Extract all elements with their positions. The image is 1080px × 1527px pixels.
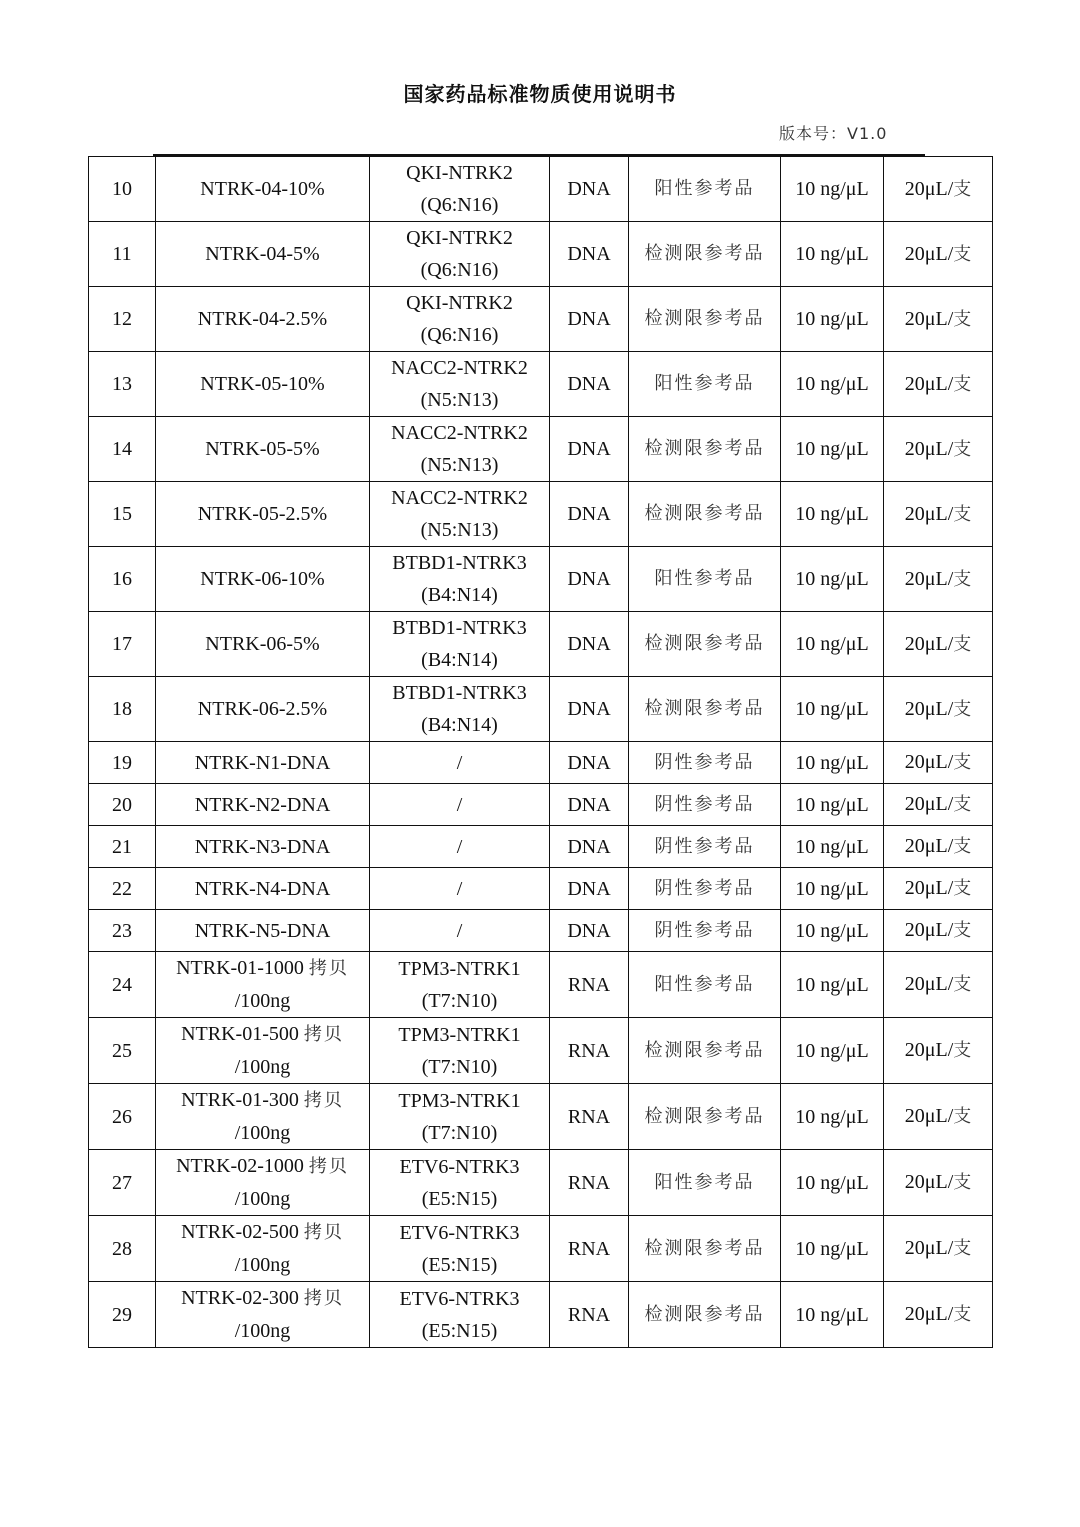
cell-number: 21 (89, 826, 156, 868)
cell-fusion (370, 482, 550, 547)
cell-package (884, 868, 993, 910)
cell-name (156, 1150, 370, 1216)
package-unit: 支 (953, 794, 972, 815)
sample-name: NTRK-01-300 (181, 1089, 299, 1111)
cell-type: DNA (550, 784, 629, 826)
fusion-breakpoint: (N5:N13) (420, 454, 499, 476)
cell-name: NTRK-N2-DNA (156, 784, 370, 826)
cell-name: NTRK-06-5% (156, 612, 370, 677)
package-unit: 支 (953, 373, 972, 395)
cell-name: NTRK-N3-DNA (156, 826, 370, 868)
cell-package (884, 677, 993, 742)
cell-type: DNA (550, 547, 629, 612)
table-row (89, 157, 993, 222)
sample-name-sub: /100ng (234, 1122, 291, 1144)
cell-category: 阳性参考品 (629, 352, 781, 417)
fusion-gene: QKI-NTRK2 (406, 292, 513, 314)
cell-concentration: 10 ng/μL (781, 1084, 884, 1150)
cell-number: 27 (89, 1150, 156, 1216)
cell-type: DNA (550, 868, 629, 910)
cell-category: 阳性参考品 (629, 952, 781, 1018)
package-volume: 20μL/ (904, 502, 954, 525)
cell-concentration: 10 ng/μL (781, 222, 884, 287)
fusion-gene: TPM3-NTRK1 (398, 957, 521, 980)
package-unit: 支 (953, 752, 972, 773)
fusion-breakpoint: (N5:N13) (420, 519, 499, 541)
cell-category: 检测限参考品 (629, 417, 781, 482)
package-volume: 20μL/ (904, 973, 954, 995)
cell-category: 检测限参考品 (629, 677, 781, 742)
cell-concentration: 10 ng/μL (781, 742, 884, 784)
sample-name-note: 拷贝 (303, 1024, 344, 1045)
sample-name-note: 拷贝 (308, 958, 349, 979)
package-volume: 20μL/ (904, 177, 954, 200)
package-unit: 支 (953, 633, 972, 655)
fusion-breakpoint: (T7:N10) (421, 1121, 498, 1144)
cell-concentration: 10 ng/μL (781, 482, 884, 547)
package-unit: 支 (953, 1238, 972, 1259)
fusion-breakpoint: (B4:N14) (421, 584, 498, 606)
table-row (89, 482, 993, 547)
fusion-gene: TPM3-NTRK1 (398, 1023, 521, 1046)
cell-concentration: 10 ng/μL (781, 352, 884, 417)
fusion-breakpoint: (E5:N15) (421, 1187, 498, 1210)
sample-name: NTRK-01-1000 (176, 957, 304, 979)
cell-number: 23 (89, 910, 156, 952)
cell-category: 检测限参考品 (629, 1216, 781, 1282)
fusion-gene: NACC2-NTRK2 (391, 487, 528, 509)
cell-name (156, 1084, 370, 1150)
cell-number: 16 (89, 547, 156, 612)
package-volume: 20μL/ (904, 835, 954, 857)
package-unit: 支 (953, 178, 972, 200)
package-unit: 支 (953, 920, 972, 941)
cell-category: 检测限参考品 (629, 1084, 781, 1150)
cell-fusion (370, 287, 550, 352)
package-volume: 20μL/ (904, 1303, 954, 1325)
cell-name: NTRK-04-5% (156, 222, 370, 287)
package-unit: 支 (953, 1172, 972, 1193)
cell-fusion (370, 1282, 550, 1348)
cell-fusion: / (370, 868, 550, 910)
cell-name: NTRK-06-2.5% (156, 677, 370, 742)
fusion-breakpoint: (Q6:N16) (420, 259, 499, 281)
cell-number: 14 (89, 417, 156, 482)
fusion-breakpoint: (B4:N14) (421, 649, 498, 671)
sample-name-note: 拷贝 (308, 1156, 349, 1177)
cell-number: 10 (89, 157, 156, 222)
cell-number: 20 (89, 784, 156, 826)
cell-concentration: 10 ng/μL (781, 1018, 884, 1084)
cell-fusion (370, 612, 550, 677)
reference-material-table (88, 156, 993, 1348)
table-row (89, 868, 993, 910)
package-volume: 20μL/ (904, 307, 954, 330)
cell-type: RNA (550, 1018, 629, 1084)
table-row (89, 417, 993, 482)
cell-concentration: 10 ng/μL (781, 1282, 884, 1348)
package-unit: 支 (953, 243, 972, 265)
fusion-gene: ETV6-NTRK3 (399, 1155, 520, 1178)
cell-name: NTRK-N5-DNA (156, 910, 370, 952)
sample-name: NTRK-02-1000 (176, 1155, 304, 1177)
sample-name-sub: /100ng (234, 1320, 291, 1342)
fusion-gene: QKI-NTRK2 (406, 227, 513, 249)
cell-type: DNA (550, 222, 629, 287)
package-volume: 20μL/ (904, 1105, 954, 1127)
package-unit: 支 (953, 503, 972, 525)
cell-name: NTRK-N4-DNA (156, 868, 370, 910)
table-row (89, 1282, 993, 1348)
fusion-gene: NACC2-NTRK2 (391, 357, 528, 379)
cell-number: 11 (89, 222, 156, 287)
cell-category: 检测限参考品 (629, 482, 781, 547)
package-volume: 20μL/ (904, 697, 954, 720)
cell-fusion (370, 1150, 550, 1216)
sample-name-note: 拷贝 (303, 1222, 344, 1243)
table-row (89, 1084, 993, 1150)
sample-name-note: 拷贝 (303, 1090, 344, 1111)
cell-package (884, 547, 993, 612)
package-volume: 20μL/ (904, 919, 954, 941)
cell-fusion: / (370, 742, 550, 784)
fusion-breakpoint: (T7:N10) (421, 989, 498, 1012)
cell-category: 检测限参考品 (629, 222, 781, 287)
cell-package (884, 910, 993, 952)
cell-name (156, 1018, 370, 1084)
table-row (89, 222, 993, 287)
package-unit: 支 (953, 974, 972, 995)
cell-fusion (370, 547, 550, 612)
fusion-breakpoint: (E5:N15) (421, 1319, 498, 1342)
cell-package (884, 352, 993, 417)
table-row (89, 910, 993, 952)
cell-number: 29 (89, 1282, 156, 1348)
cell-number: 17 (89, 612, 156, 677)
cell-category: 检测限参考品 (629, 287, 781, 352)
table-row (89, 1018, 993, 1084)
fusion-gene: BTBD1-NTRK3 (392, 552, 527, 574)
cell-category: 阴性参考品 (629, 910, 781, 952)
cell-type: DNA (550, 482, 629, 547)
cell-type: RNA (550, 1216, 629, 1282)
cell-category: 检测限参考品 (629, 1018, 781, 1084)
cell-type: DNA (550, 677, 629, 742)
cell-fusion (370, 1216, 550, 1282)
cell-category: 检测限参考品 (629, 612, 781, 677)
cell-number: 26 (89, 1084, 156, 1150)
package-volume: 20μL/ (904, 751, 954, 773)
cell-type: RNA (550, 1150, 629, 1216)
table-row (89, 826, 993, 868)
cell-fusion: / (370, 910, 550, 952)
fusion-gene: BTBD1-NTRK3 (392, 682, 527, 704)
sample-name-sub: /100ng (234, 1254, 291, 1276)
cell-type: DNA (550, 826, 629, 868)
cell-package (884, 1282, 993, 1348)
cell-type: RNA (550, 952, 629, 1018)
cell-concentration: 10 ng/μL (781, 1150, 884, 1216)
cell-number: 15 (89, 482, 156, 547)
table-row (89, 1216, 993, 1282)
cell-fusion: / (370, 784, 550, 826)
table-row (89, 952, 993, 1018)
version-number: 版本号：V1.0 (779, 124, 888, 143)
sample-name-sub: /100ng (234, 1188, 291, 1210)
cell-concentration: 10 ng/μL (781, 157, 884, 222)
cell-name (156, 1282, 370, 1348)
package-volume: 20μL/ (904, 1039, 954, 1061)
cell-fusion (370, 222, 550, 287)
table-body (89, 157, 993, 1348)
package-volume: 20μL/ (904, 632, 954, 655)
sample-name-note: 拷贝 (303, 1288, 344, 1309)
cell-fusion (370, 952, 550, 1018)
cell-concentration: 10 ng/μL (781, 547, 884, 612)
package-volume: 20μL/ (904, 877, 954, 899)
cell-concentration: 10 ng/μL (781, 952, 884, 1018)
cell-name: NTRK-04-10% (156, 157, 370, 222)
cell-type: DNA (550, 742, 629, 784)
cell-package (884, 612, 993, 677)
package-unit: 支 (953, 878, 972, 899)
sample-name: NTRK-01-500 (181, 1023, 299, 1045)
cell-fusion (370, 1018, 550, 1084)
cell-category: 阴性参考品 (629, 784, 781, 826)
table-row (89, 287, 993, 352)
cell-category: 阳性参考品 (629, 157, 781, 222)
cell-type: DNA (550, 287, 629, 352)
fusion-breakpoint: (Q6:N16) (420, 324, 499, 346)
cell-type: DNA (550, 612, 629, 677)
package-volume: 20μL/ (904, 242, 954, 265)
cell-category: 阴性参考品 (629, 742, 781, 784)
table-row (89, 1150, 993, 1216)
cell-number: 22 (89, 868, 156, 910)
package-unit: 支 (953, 1304, 972, 1325)
cell-category: 阳性参考品 (629, 547, 781, 612)
package-unit: 支 (953, 1040, 972, 1061)
cell-package (884, 287, 993, 352)
cell-type: DNA (550, 352, 629, 417)
cell-concentration: 10 ng/μL (781, 826, 884, 868)
package-unit: 支 (953, 568, 972, 590)
package-volume: 20μL/ (904, 793, 954, 815)
cell-package (884, 1216, 993, 1282)
fusion-breakpoint: (B4:N14) (421, 714, 498, 736)
fusion-breakpoint: (N5:N13) (420, 389, 499, 411)
cell-package (884, 1150, 993, 1216)
cell-fusion (370, 677, 550, 742)
table-row (89, 352, 993, 417)
cell-type: DNA (550, 417, 629, 482)
cell-number: 13 (89, 352, 156, 417)
cell-number: 19 (89, 742, 156, 784)
cell-type: RNA (550, 1084, 629, 1150)
cell-name: NTRK-04-2.5% (156, 287, 370, 352)
fusion-breakpoint: (T7:N10) (421, 1055, 498, 1078)
cell-package (884, 417, 993, 482)
package-unit: 支 (953, 1106, 972, 1127)
cell-type: DNA (550, 157, 629, 222)
cell-concentration: 10 ng/μL (781, 1216, 884, 1282)
cell-name: NTRK-05-10% (156, 352, 370, 417)
cell-name: NTRK-06-10% (156, 547, 370, 612)
cell-name: NTRK-N1-DNA (156, 742, 370, 784)
table-row (89, 547, 993, 612)
package-volume: 20μL/ (904, 1237, 954, 1259)
cell-number: 18 (89, 677, 156, 742)
fusion-gene: TPM3-NTRK1 (398, 1089, 521, 1112)
cell-type: DNA (550, 910, 629, 952)
cell-number: 28 (89, 1216, 156, 1282)
cell-type: RNA (550, 1282, 629, 1348)
cell-concentration: 10 ng/μL (781, 677, 884, 742)
fusion-gene: BTBD1-NTRK3 (392, 617, 527, 639)
package-unit: 支 (953, 836, 972, 857)
package-unit: 支 (953, 698, 972, 720)
table-row (89, 742, 993, 784)
cell-number: 12 (89, 287, 156, 352)
cell-fusion: / (370, 826, 550, 868)
table-row (89, 677, 993, 742)
cell-concentration: 10 ng/μL (781, 612, 884, 677)
cell-concentration: 10 ng/μL (781, 868, 884, 910)
cell-package (884, 742, 993, 784)
cell-concentration: 10 ng/μL (781, 287, 884, 352)
package-volume: 20μL/ (904, 437, 954, 460)
document-title: 国家药品标准物质使用说明书 (403, 82, 677, 106)
cell-package (884, 784, 993, 826)
fusion-gene: NACC2-NTRK2 (391, 422, 528, 444)
package-unit: 支 (953, 438, 972, 460)
cell-name: NTRK-05-5% (156, 417, 370, 482)
fusion-gene: QKI-NTRK2 (406, 162, 513, 184)
cell-fusion (370, 352, 550, 417)
sample-name: NTRK-02-300 (181, 1287, 299, 1309)
cell-number: 24 (89, 952, 156, 1018)
cell-package (884, 1018, 993, 1084)
table-row (89, 784, 993, 826)
cell-concentration: 10 ng/μL (781, 417, 884, 482)
cell-name: NTRK-05-2.5% (156, 482, 370, 547)
cell-package (884, 482, 993, 547)
cell-category: 阳性参考品 (629, 1150, 781, 1216)
package-volume: 20μL/ (904, 372, 954, 395)
package-volume: 20μL/ (904, 567, 954, 590)
cell-package (884, 952, 993, 1018)
package-volume: 20μL/ (904, 1171, 954, 1193)
cell-package (884, 157, 993, 222)
cell-package (884, 826, 993, 868)
sample-name-sub: /100ng (234, 990, 291, 1012)
table-row (89, 612, 993, 677)
package-unit: 支 (953, 308, 972, 330)
cell-name (156, 1216, 370, 1282)
sample-name: NTRK-02-500 (181, 1221, 299, 1243)
sample-name-sub: /100ng (234, 1056, 291, 1078)
cell-name (156, 952, 370, 1018)
cell-package (884, 1084, 993, 1150)
fusion-breakpoint: (E5:N15) (421, 1253, 498, 1276)
cell-category: 阴性参考品 (629, 868, 781, 910)
cell-fusion (370, 157, 550, 222)
fusion-gene: ETV6-NTRK3 (399, 1287, 520, 1310)
cell-category: 阴性参考品 (629, 826, 781, 868)
cell-package (884, 222, 993, 287)
fusion-gene: ETV6-NTRK3 (399, 1221, 520, 1244)
cell-category: 检测限参考品 (629, 1282, 781, 1348)
cell-fusion (370, 417, 550, 482)
cell-concentration: 10 ng/μL (781, 910, 884, 952)
cell-fusion (370, 1084, 550, 1150)
cell-concentration: 10 ng/μL (781, 784, 884, 826)
cell-number: 25 (89, 1018, 156, 1084)
fusion-breakpoint: (Q6:N16) (420, 194, 499, 216)
